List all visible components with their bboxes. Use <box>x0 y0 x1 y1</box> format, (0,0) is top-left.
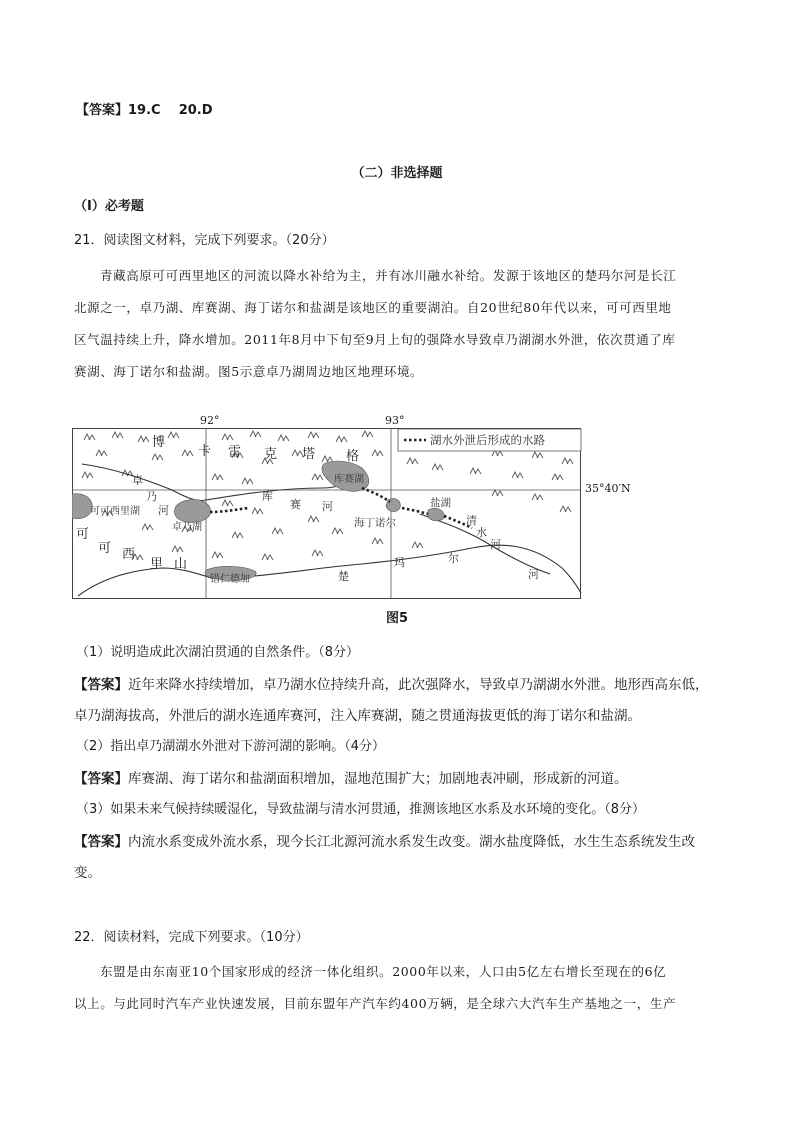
q21-part1-answer-cont: 卓乃湖海拔高，外泄后的湖水连通库赛河，注入库赛湖，随之贯通海拔更低的海丁诺尔和盐湖。 <box>74 708 641 724</box>
q21-material-line: 北源之一，卓乃湖、库赛湖、海丁诺尔和盐湖是该地区的重要湖泊。自20世纪80年代以来，可可西里地 <box>74 300 672 315</box>
label-ta: 塔 <box>302 447 316 462</box>
q22-material-line: 东盟是由东南亚10个国家形成的经济一体化组织。2000年以来，人口由5亿左右增长至现在的6亿 <box>100 964 667 979</box>
label-ge: 格 <box>346 449 360 464</box>
label-kekexili-lake: 可可西里湖 <box>90 506 140 517</box>
q21-part3-question: （3）如果未来气候持续暖湿化，导致盐湖与清水河贯通，推测该地区水系及水环境的变化。（8分） <box>76 802 646 817</box>
answer-text: 库赛湖、海丁诺尔和盐湖面积增加，湿地范围扩大；加剧地表冲刷，形成新的河道。 <box>128 771 628 787</box>
q21-part2-question: （2）指出卓乃湖湖水外泄对下游河湖的影响。（4分） <box>76 739 386 754</box>
label-xi: 西 <box>122 547 136 562</box>
label-er: 尔 <box>448 552 459 565</box>
label-nai: 乃 <box>146 490 157 503</box>
label-sai: 赛 <box>290 498 301 511</box>
q21-part1-answer <box>74 675 709 695</box>
label-lei: 雷 <box>228 445 242 460</box>
label-yan-lake: 盐湖 <box>430 497 451 509</box>
label-chu: 楚 <box>338 570 349 583</box>
q21-material-line: 赛湖、海丁诺尔和盐湖。图5示意卓乃湖周边地区地理环境。 <box>74 364 424 379</box>
label-shui: 水 <box>476 526 487 539</box>
answer-label: 【答案】 <box>74 771 128 787</box>
prev-answer <box>76 101 213 121</box>
answer-label: 【答案】 <box>74 677 128 693</box>
label-ku: 库 <box>262 490 273 503</box>
label-he-qingshui: 河 <box>490 538 501 551</box>
q22-stem: 22．阅读材料，完成下列要求。（10分） <box>74 930 309 945</box>
q21-material-line: 区气温持续上升，降水增加。2011年8月中下旬至9月上旬的强降水导致卓乃湖湖水外泄，依次贯通了库 <box>74 332 676 347</box>
label-haidingnuoer: 海丁诺尔 <box>354 517 396 529</box>
figure-caption: 图5 <box>385 611 409 626</box>
q21-part3-answer <box>74 832 695 852</box>
section-title: （二）非选择题 <box>351 166 443 181</box>
label-zhuo: 卓 <box>132 474 143 487</box>
lon-label-92: 92° <box>200 414 220 427</box>
label-he1: 河 <box>158 504 169 517</box>
label-ke-a: 可 <box>76 527 90 542</box>
q21-stem: 21．阅读图文材料，完成下列要求。（20分） <box>74 233 335 248</box>
label-shan: 山 <box>174 557 188 572</box>
label-ke: 克 <box>264 447 278 462</box>
answer-label: 【答案】 <box>74 834 128 850</box>
q22-material-line: 以上。与此同时汽车产业快速发展，目前东盟年产汽车约400万辆，是全球六大汽车生产基地之一，生产 <box>74 996 677 1011</box>
label-qing: 清 <box>466 514 477 527</box>
label-li: 里 <box>150 557 164 572</box>
label-bo: 博 <box>152 435 166 450</box>
haidingnuoer-lake <box>386 498 400 511</box>
label-he-chumaer: 河 <box>528 568 539 581</box>
lon-label-93: 93° <box>385 414 405 427</box>
answer-text: 内流水系变成外流水系，现今长江北源河流水系发生改变。湖水盐度降低，水生生态系统发生改 <box>128 834 695 850</box>
answer-text: 近年来降水持续增加，卓乃湖水位持续升高，此次强降水，导致卓乃湖湖水外泄。地形西高东低， <box>128 677 709 693</box>
q21-part2-answer <box>74 769 628 789</box>
label-ka: 卡 <box>198 444 212 459</box>
label-ke-b: 可 <box>98 541 112 556</box>
map-frame <box>73 429 581 599</box>
figure-5-map <box>72 428 582 600</box>
label-cuoren: 错仁德加 <box>210 574 250 585</box>
label-he-kusai: 河 <box>322 500 333 513</box>
legend-label: 湖水外泄后形成的水路 <box>430 433 545 447</box>
lat-label: 35°40′N <box>585 482 631 495</box>
subsection-title: （Ⅰ）必考题 <box>74 199 144 214</box>
prev-answer-value: 19.C 20.D <box>128 103 213 118</box>
q21-part3-answer-cont: 变。 <box>74 865 101 881</box>
label-kusai-lake: 库赛湖 <box>334 474 364 485</box>
q21-material-line: 青藏高原可可西里地区的河流以降水补给为主，并有冰川融水补给。发源于该地区的楚玛尔河是长江 <box>100 268 677 283</box>
label-ma: 玛 <box>394 556 405 569</box>
label-zhuonai-lake: 卓乃湖 <box>172 522 202 533</box>
prev-answer-label: 【答案】 <box>76 103 129 118</box>
zhuonai-lake <box>174 499 210 522</box>
q21-part1-question: （1）说明造成此次湖泊贯通的自然条件。（8分） <box>76 645 360 660</box>
